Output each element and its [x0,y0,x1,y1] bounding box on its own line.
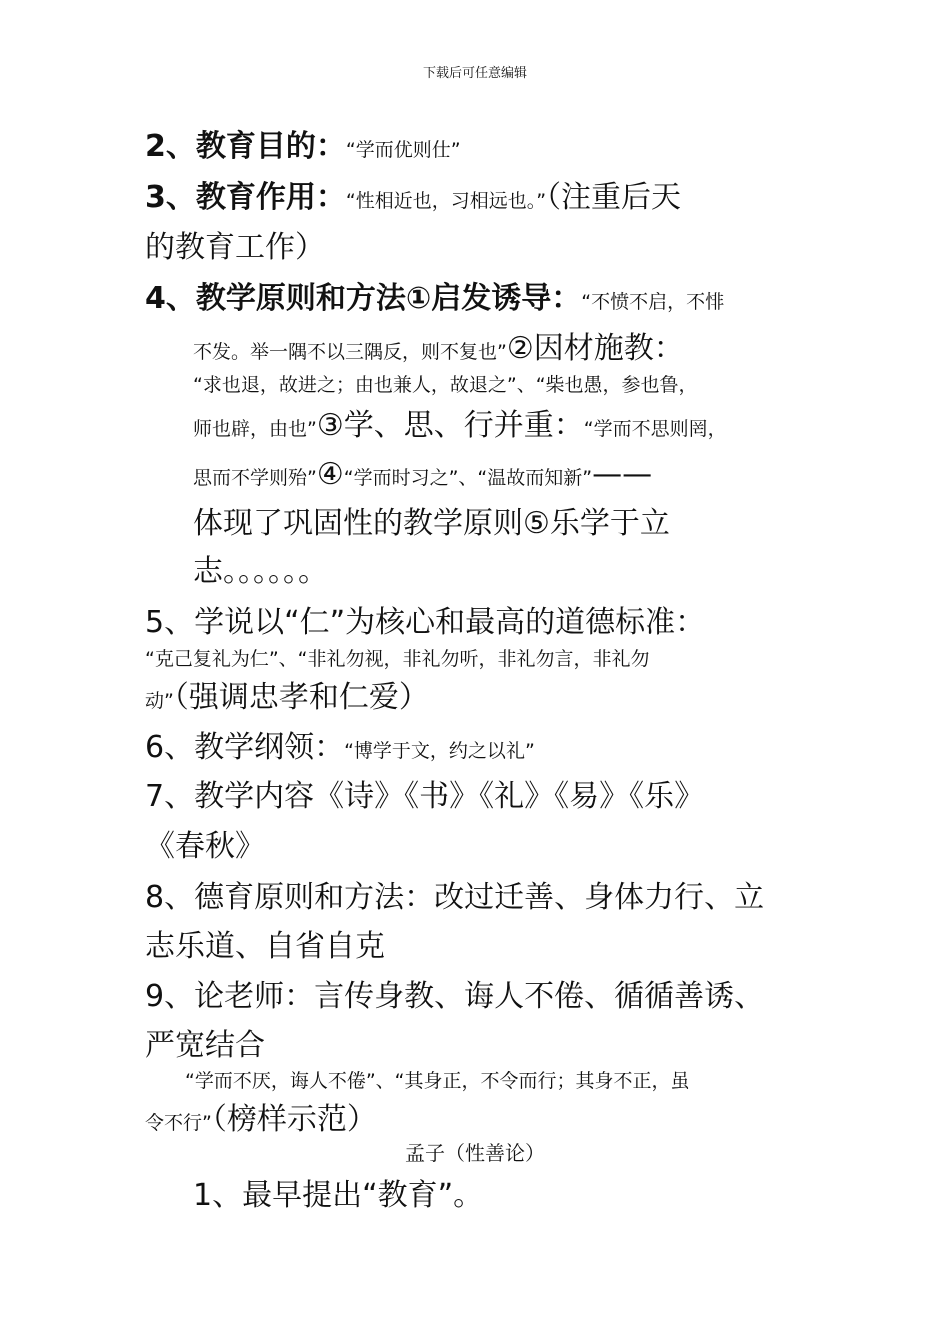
section-title: 孟子（性善论） [405,1141,545,1165]
item-4-quote-4: “学而时习之”、“温故而知新” [343,467,593,489]
item-9-quote-cont: 令不行” [145,1112,212,1134]
item-4 [145,281,725,316]
item-4-quote-2-cont: 师也辟，由也” [193,418,317,440]
item-5-quote: “克己复礼为仁”、“非礼勿视，非礼勿听，非礼勿言，非礼勿 [145,648,650,670]
item-4-point-3: ③学、思、行并重： [316,408,584,443]
item-4-quote-1-cont: 不发。举一隅不以三隅反，则不复也” [193,341,507,363]
item-3-heading: 3、教育作用： [145,180,346,215]
item-4-quote-2: “求也退，故进之；由也兼人，故退之”、“柴也愚，参也鲁， [193,374,698,396]
item-3 [145,180,682,215]
item-5-line-3 [145,680,429,715]
item-7: 7、教学内容《诗》《书》《礼》《易》《乐》 [145,779,705,814]
item-2 [145,129,461,164]
item-4-point-4-text: 体现了巩固性的教学原则⑤乐学于立 [193,506,670,541]
section-item-1: 1、最早提出“教育”。 [193,1178,484,1213]
item-6 [145,730,535,765]
item-8-cont: 志乐道、自省自克 [145,929,385,964]
item-3-quote: “性相近也，习相远也。” [345,190,547,212]
item-6-quote: “博学于文，约之以礼” [344,740,535,762]
item-5-heading: 5、学说以“仁”为核心和最高的道德标准： [145,605,706,640]
item-4-dash: —— [592,457,653,492]
item-9-cont: 严宽结合 [145,1028,265,1063]
item-3-note-cont: 的教育工作） [145,230,325,265]
item-9-line-4 [145,1102,377,1137]
item-5-quote-cont: 动” [145,690,174,712]
item-4-point-2: ②因材施教： [506,331,684,366]
item-7-cont: 《春秋》 [145,829,265,864]
item-3-note: （注重后天 [546,180,682,215]
item-2-quote: “学而优则仕” [345,139,461,161]
item-4-quote-1: “不愤不启，不悱 [581,291,725,313]
item-4-quote-3: “学而不思则罔， [583,418,727,440]
item-4-heading: 4、教学原则和方法①启发诱导： [145,281,582,316]
item-9-quote: “学而不厌，诲人不倦”、“其身正，不令而行；其身不正，虽 [185,1070,690,1092]
page-header: 下载后可任意编辑 [422,66,527,81]
item-5-note: （强调忠孝和仁爱） [173,680,429,715]
item-4-quote-3-cont: 思而不学则殆” [193,467,317,489]
item-9-note: （榜样示范） [211,1102,377,1137]
item-9: 9、论老师：言传身教、诲人不倦、循循善诱、 [145,979,765,1014]
item-6-heading: 6、教学纲领： [145,730,345,765]
item-8: 8、德育原则和方法：改过迁善、身体力行、立 [145,880,765,915]
item-4-line-2 [193,331,684,366]
item-2-heading: 2、教育目的： [145,129,346,164]
item-4-point-4: ④ [316,457,344,492]
item-4-line-5 [193,457,653,492]
item-4-line-4 [193,408,727,443]
item-4-point-5-end: 志。。。。。。 [193,554,328,589]
